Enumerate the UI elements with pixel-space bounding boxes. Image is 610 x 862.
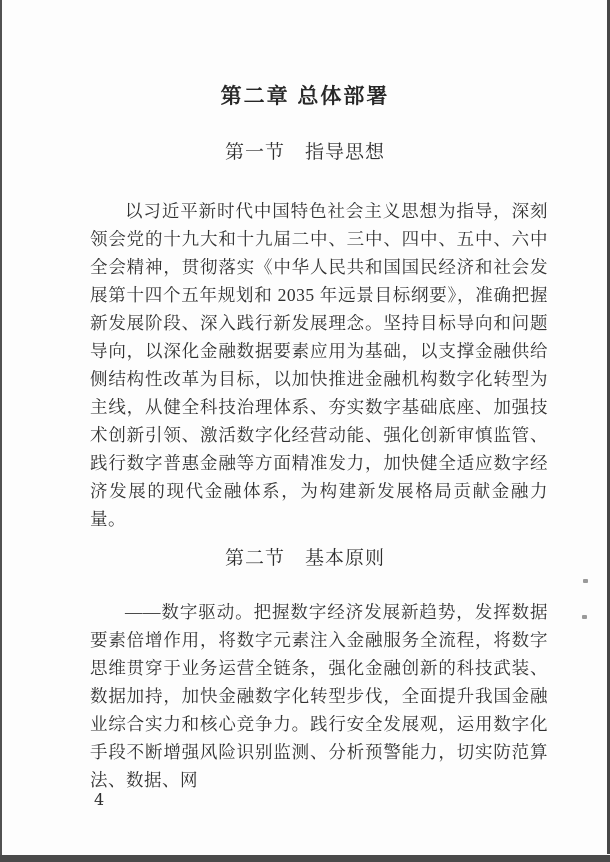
scan-edge-left	[0, 0, 2, 856]
paragraph-guiding-ideology: 以习近平新时代中国特色社会主义思想为指导，深刻领会党的十九大和十九届二中、三中、四中、五中、六中全会精神，贯彻落实《中华人民共和国国民经济和社会发展第十四个五年规划和 2035 年远景目标纲要》，准确把握新发展阶段、深入践行新发展理念。坚持目标导向和问题导向，以深化金融数据要素应用为基础，以支撑金融供给侧结构性改革为目标，以加快推进金融机构数字化转型为主线，从健全科技治理体系、夯实数字基础底座、加强技术创新引领、激活数字化经营动能、强化创新审慎监管、践行数字普惠金融等方面精准发力，加快健全适应数字经济发展的现代金融体系，为构建新发展格局贡献金融力量。	[90, 201, 548, 529]
scan-speck	[583, 579, 588, 583]
scan-speck	[582, 615, 587, 619]
section-title-basic-principles: 第二节 基本原则	[224, 548, 385, 569]
page-number: 4	[94, 790, 105, 809]
section-title-guiding-ideology: 第一节 指导思想	[224, 142, 385, 163]
paragraph-digital-driven: ——数字驱动。把握数字经济发展新趋势，发挥数据要素倍增作用，将数字元素注入金融服务全流程，将数字思维贯穿于业务运营全链条，强化金融创新的科技武装、数据加持，加快金融数字化转型步伐，全面提升我国金融业综合实力和核心竞争力。践行安全发展观，运用数字化手段不断增强风险识别监测、分析预警能力，切实防范算法、数据、网	[90, 602, 548, 790]
scan-edge-bottom	[0, 855, 610, 862]
chapter-title: 第二章 总体部署	[220, 85, 390, 108]
